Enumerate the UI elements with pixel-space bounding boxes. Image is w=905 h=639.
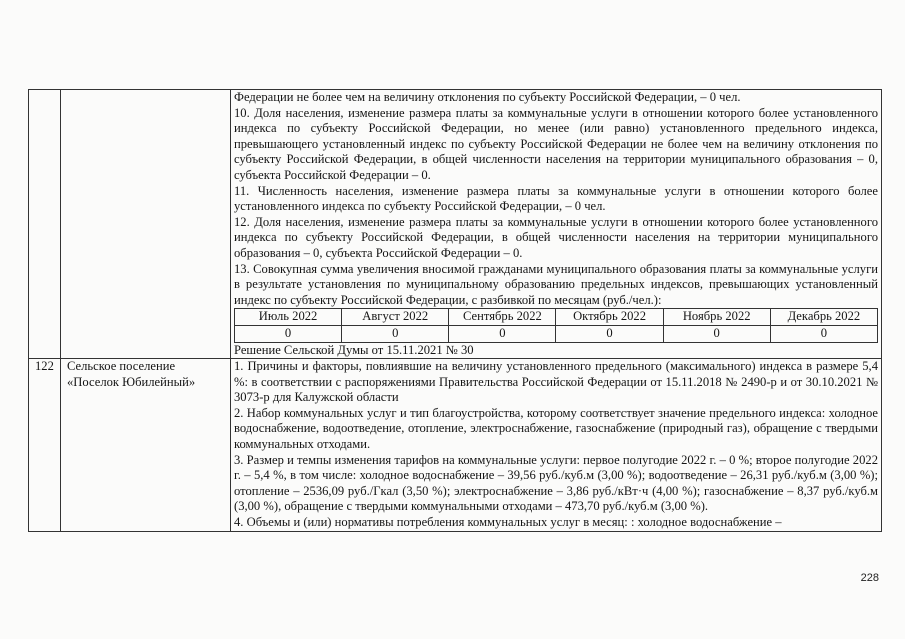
months-values-row: [235, 325, 878, 342]
main-table: [28, 89, 882, 532]
paragraph: 10. Доля населения, изменение размера платы за коммунальные услуги в отношении которого более установленного индекса по субъекту Российской Федерации, но менее (или равно) установленного предельного индекса, превышающего установленный индекс по субъекту Российской Федерации не более чем на величину отклонения по субъекту Российской Федерации, в общей численности населения на территории муниципального образования – 0, субъекта Российской Федерации – 0.: [234, 105, 878, 182]
paragraph: 2. Набор коммунальных услуг и тип благоустройства, которому соответствует значение предельного индекса: холодное водоснабжение, водоотведение, отопление, электроснабжение, газоснабжение (природный газ), обращение с твердыми коммунальных отходами.: [234, 405, 878, 452]
paragraph: 11. Численность населения, изменение размера платы за коммунальные услуги в отношении которого более установленного индекса по субъекту Российской Федерации, – 0 чел.: [234, 183, 878, 214]
municipality-name-line2: «Поселок Юбилейный»: [67, 374, 196, 389]
month-value: 0: [449, 325, 556, 342]
paragraph: Федерации не более чем на величину отклонения по субъекту Российской Федерации, – 0 чел.: [234, 90, 741, 104]
month-value: 0: [770, 325, 877, 342]
cell-content-previous: [231, 90, 882, 359]
paragraph: 4. Объемы и (или) нормативы потребления коммунальных услуг в месяц: : холодное водоснабжение –: [234, 515, 782, 530]
months-header-row: [235, 309, 878, 326]
row-number: 122: [29, 359, 61, 532]
months-table: [234, 308, 878, 342]
month-header: Декабрь 2022: [770, 309, 877, 326]
decision-reference: Решение Сельской Думы от 15.11.2021 № 30: [234, 342, 474, 357]
month-header: Ноябрь 2022: [663, 309, 770, 326]
cell-content-122: [231, 359, 882, 532]
month-header: Сентябрь 2022: [449, 309, 556, 326]
paragraph: 12. Доля населения, изменение размера платы за коммунальные услуги в отношении которого более установленного индекса по субъекту Российской Федерации, в общей численности населения на территории муниципального образования – 0, субъекта Российской Федерации – 0.: [234, 214, 878, 260]
cell-number-empty: [29, 90, 61, 359]
table-row-previous: [29, 90, 882, 359]
cell-name-empty: [61, 90, 231, 359]
paragraph: 3. Размер и темпы изменения тарифов на коммунальные услуги: первое полугодие 2022 г. – 0 %; второе полугодие 2022 г. – 5,4 %, в том числе: холодное водоснабжение – 39,56 руб./куб.м (3,00 %); водоотведение – 26,31 руб./куб.м (3,00 %); отопление – 2536,09 руб./Гкал (3,50 %); электроснабжение – 3,86 руб./кВт·ч (4,00 %); газоснабжение – 8,37 руб./куб.м (3,00 %), обращение с твердыми коммунальными отходами – 473,70 руб./куб.м (3,00 %).: [234, 452, 878, 514]
municipality-name: [61, 359, 231, 532]
table-row-122: [29, 359, 882, 532]
paragraph: 13. Совокупная сумма увеличения вносимой гражданами муниципального образования платы за коммунальные услуги в результате установления по муниципальному образованию предельных индексов, превышающих установленный индекс по субъекту Российской Федерации, с разбивкой по месяцам (руб./чел.):: [234, 261, 878, 307]
month-header: Июль 2022: [235, 309, 342, 326]
month-value: 0: [556, 325, 663, 342]
page-number: 228: [860, 572, 879, 584]
month-header: Октябрь 2022: [556, 309, 663, 326]
month-value: 0: [342, 325, 449, 342]
paragraph: 1. Причины и факторы, повлиявшие на величину установленного предельного (максимального) индекса в размере 5,4 %: в соответствии с распоряжениями Правительства Российской Федерации от 15.11.2018 № 2490-р и от 30.10.2021 № 3073-р для Калужской области: [234, 359, 878, 405]
month-header: Август 2022: [342, 309, 449, 326]
month-value: 0: [235, 325, 342, 342]
month-value: 0: [663, 325, 770, 342]
municipality-name-line1: Сельское поселение: [67, 359, 176, 374]
